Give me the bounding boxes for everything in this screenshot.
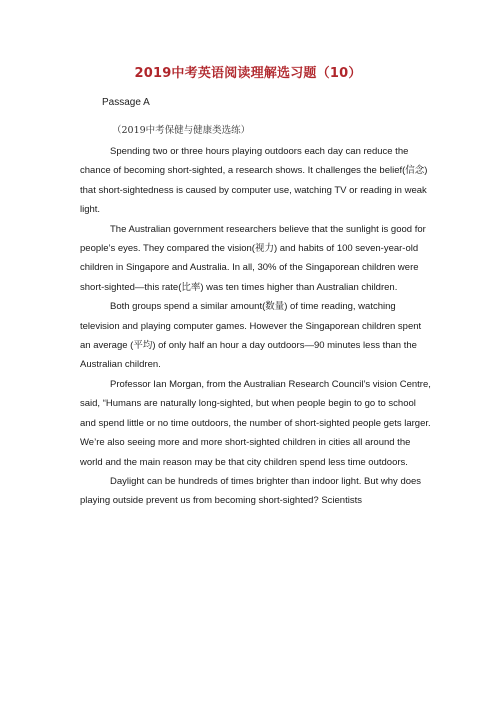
paragraph: Spending two or three hours playing outdoors each day can reduce the chance of becoming short-sighted, a research shows. It challenges the belief(信念) that short-sightedness is caused by computer use, watching TV or reading in weak light. (80, 146, 428, 216)
passage-body (80, 142, 432, 511)
paragraph: Professor Ian Morgan, from the Australian Research Council’s vision Centre, said, “Humans are naturally long-sighted, but when people begin to go to school and spend little or no time outdoors, the number of short-sighted people gets larger. We’re also seeing more and more short-sighted children in cities all around the world and the main reason may be that city children spend less time outdoors. (80, 378, 431, 468)
document-title: 2019中考英语阅读理解选习题（10） (134, 66, 362, 81)
paragraph: Daylight can be hundreds of times brighter than indoor light. But why does playing outside prevent us from becoming short-sighted? Scientists (80, 475, 422, 507)
paragraph: Both groups spend a similar amount(数量) of time reading, watching television and playing computer games. However the Singaporean children spent an average (平均) of only half an hour a day outdoors—90 minutes less than the Australian children. (80, 301, 422, 371)
passage-label: Passage A (102, 97, 150, 108)
passage-source: （2019中考保健与健康类选练） (112, 125, 251, 136)
paragraph: The Australian government researchers believe that the sunlight is good for people’s eyes. They compared the vision(视力) and habits of 100 seven-year-old children in Singapore and Australia. In all, 30% of the Singaporean children were short-sighted—this rate(比率) was ten times higher than Australian children. (80, 223, 426, 293)
